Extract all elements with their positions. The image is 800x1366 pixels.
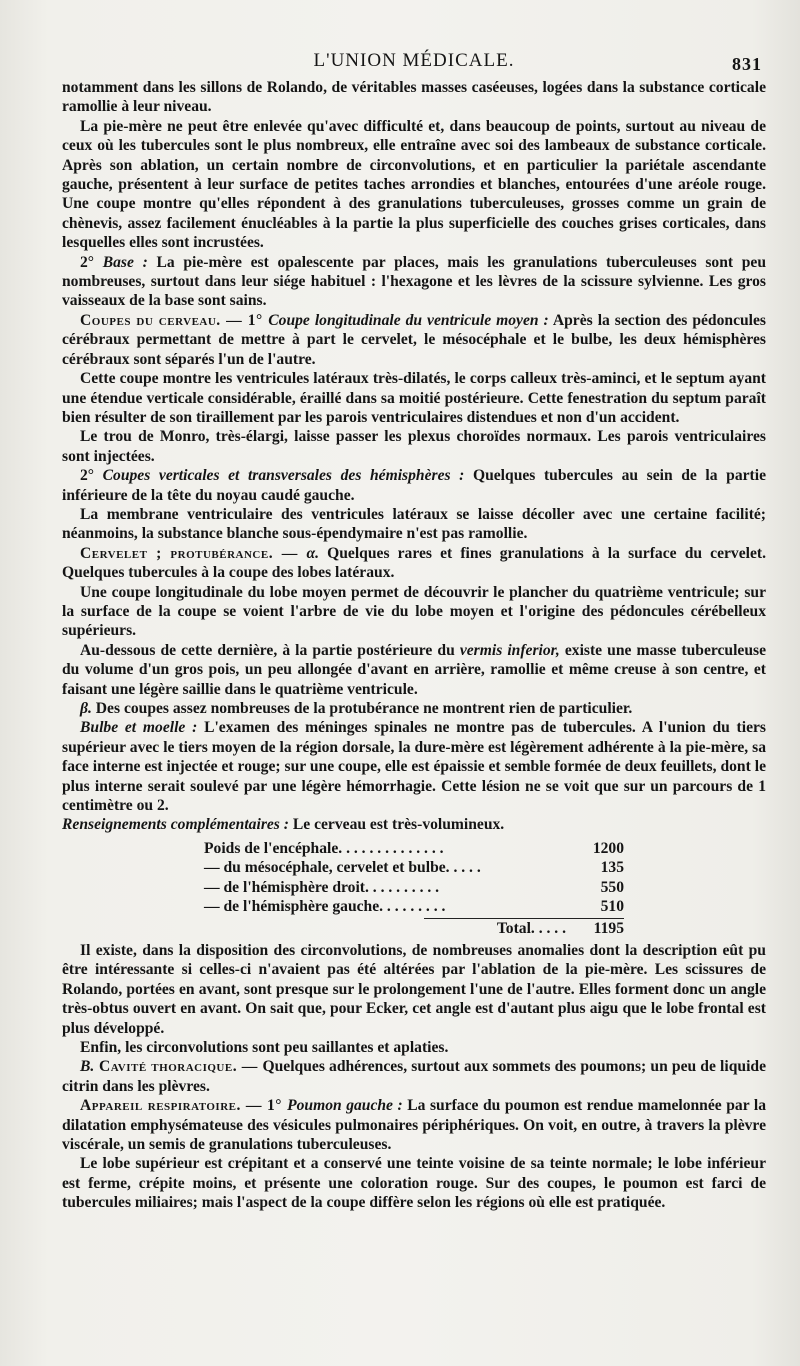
paragraph: [62, 583, 766, 641]
paragraph-text: Après la section des pédoncules cérébraux permettant de mettre à part le cervelet, le mésocéphale et le bulbe, les deux hémisphères cérébraux sont séparés l'un de l'autre.: [62, 311, 766, 368]
paragraph: [62, 941, 766, 1038]
section-heading: Appareil respiratoire. — 1°: [80, 1097, 288, 1115]
subsection-heading: β.: [80, 700, 92, 717]
page-number: 831: [732, 54, 762, 74]
section-heading: Cavité thoracique. —: [94, 1058, 263, 1076]
paragraph-text: La pie-mère ne peut être enlevée qu'avec difficulté et, dans beaucoup de points, surtout au niveau de ceux où les tubercules sont le plus nombreux, elle entraîne avec soi des lambeaux de substance corticale. Après son ablation, un certain nombre de circonvolutions, et en particulier la pariétale ascendante gauche, présentent à leur surface de petites taches arrondies et blanches, entourées d'une aréole rouge. Une coupe montre qu'elles répondent à des granulations tuberculeuses, grosses comme un grain de chènevis, assez facilement énucléables à la partie la plus superficielle des couches grises corticales, dans lesquelles elles sont incrustées.: [62, 117, 766, 252]
section-heading: Coupes du cerveau. — 1°: [80, 311, 269, 329]
paragraph-text: Quelques adhérences, surtout aux sommets des poumons; un peu de liquide citrin dans les plèvres.: [62, 1058, 766, 1095]
weights-row: [204, 858, 624, 877]
subsection-heading: α.: [306, 544, 319, 562]
paragraph-text: Enfin, les circonvolutions sont peu saillantes et aplaties.: [80, 1038, 449, 1056]
paragraph: [62, 117, 766, 253]
subsection-heading: Coupe longitudinale du ventricule moyen :: [268, 311, 549, 329]
paragraph: [62, 544, 766, 583]
paragraph-text: Au-dessous de cette dernière, à la partie postérieure du: [80, 641, 460, 659]
weight-label: — de l'hémisphère droit. . . . . . . . . .: [204, 878, 440, 896]
subsection-heading: B.: [80, 1058, 95, 1076]
paragraph-text: Le lobe supérieur est crépitant et a conservé une teinte voisine de sa teinte normale; le lobe inférieur est ferme, crépite moins, et présente une coloration rouge. Sur des coupes, le poumon est farci de tubercules miliaires; mais l'aspect de la coupe diffère selon les régions où elle est pratiquée.: [62, 1155, 766, 1212]
subsection-heading: Poumon gauche :: [287, 1097, 403, 1115]
subsection-heading: Base :: [102, 253, 148, 271]
paragraph-text: notamment dans les sillons de Rolando, de véritables masses caséeuses, logées dans la substance corticale ramollie à leur niveau.: [62, 79, 766, 116]
paragraph: [62, 369, 766, 427]
article-body: [62, 78, 766, 1213]
paragraph: [62, 1057, 766, 1096]
subsection-heading: Coupes verticales et transversales des hémisphères :: [102, 467, 465, 485]
paragraph-text: Cette coupe montre les ventricules latéraux très-dilatés, le corps calleux très-aminci, et le septum ayant une étendue verticale considérable, éraillé dans sa moitié postérieure. Cette fenestration du septum paraît bien résulter de son tiraillement par les parois ventriculaires distendues et non d'un accident.: [62, 370, 766, 426]
lead-number: 2°: [80, 253, 103, 271]
paragraph-text: existe une masse tuberculeuse du volume d'un gros pois, un peu allongée d'avant en arrière, ramollie et même creuse à son centre, et faisant une légère saillie dans le quatrième ventricule.: [62, 641, 767, 698]
subsection-heading: Renseignements complémentaires :: [62, 816, 289, 834]
weights-table: [62, 839, 624, 939]
running-header: [62, 44, 766, 78]
paragraph: [62, 1096, 766, 1154]
total-value: 1195: [593, 920, 624, 938]
weight-value: 1200: [592, 839, 624, 857]
paragraph: [62, 1038, 766, 1057]
paragraph: [62, 253, 766, 311]
paragraph: [62, 699, 766, 718]
weights-row: [204, 897, 624, 916]
weight-label: — du mésocéphale, cervelet et bulbe. . . . .: [204, 859, 481, 877]
weight-label: Poids de l'encéphale. . . . . . . . . . . . . .: [204, 839, 444, 857]
paragraph-text: Le trou de Monro, très-élargi, laisse passer les plexus choroïdes normaux. Les parois ventriculaires sont injectées.: [62, 428, 766, 465]
paragraph-text: La surface du poumon est rendue mamelonnée par la dilatation emphysémateuse des vésicules pulmonaires périphériques. On voit, en outre, à travers la plèvre viscérale, un semis de granulations tuberculeuses.: [62, 1097, 766, 1153]
weight-label: — de l'hémisphère gauche. . . . . . . . .: [204, 898, 446, 916]
paragraph-text: La membrane ventriculaire des ventricules latéraux se laisse décoller avec une certaine facilité; néanmoins, la substance blanche sous-épendymaire n'est pas ramollie.: [62, 505, 766, 543]
weights-row: [204, 839, 624, 858]
paragraph: [62, 427, 766, 466]
paragraph-text: La pie-mère est opalescente par places, mais les granulations tuberculeuses sont peu nombreuses, surtout dans leur siége habituel : l'hexagone et les lèvres de la scissure sylvienne. Les gros vaisseaux de la base sont sains.: [62, 253, 767, 310]
paragraph: [62, 311, 766, 369]
paragraph-text: Quelques rares et fines granulations à la surface du cervelet. Quelques tubercules à la coupe des lobes latéraux.: [62, 544, 766, 582]
paragraph: [62, 505, 766, 544]
paragraph: [62, 78, 766, 117]
subsection-heading: Bulbe et moelle :: [80, 719, 198, 737]
paragraph: [62, 1154, 766, 1212]
paragraph: [62, 815, 766, 834]
paragraph-text: Il existe, dans la disposition des circonvolutions, de nombreuses anomalies dont la description eût pu être intéressante si celles-ci n'avaient pas été altérées par l'ablation de la pie-mère. Les scissures de Rolando, portées en avant, sont presque sur le prolongement l'une de l'autre. Elles forment donc un angle très-obtus ouvert en avant. On sait que, pour Ecker, cet angle est d'autant plus aigu que le lobe frontal est plus développé.: [62, 941, 766, 1037]
paragraph-text: Des coupes assez nombreuses de la protubérance ne montrent rien de particulier.: [91, 700, 633, 717]
weight-value: 550: [600, 878, 624, 896]
paragraph: [62, 718, 766, 815]
paragraph: [62, 466, 766, 505]
journal-title: L'UNION MÉDICALE.: [313, 50, 515, 71]
weights-total: [424, 918, 624, 938]
section-heading: Cervelet ; protubérance. —: [80, 544, 307, 562]
paragraph-text: Le cerveau est très-volumineux.: [288, 816, 505, 834]
paragraph: [62, 641, 766, 699]
lead-number: 2°: [80, 467, 103, 485]
paragraph-text: L'examen des méninges spinales ne montre pas de tubercules. A l'union du tiers supérieur avec le tiers moyen de la région dorsale, la dure-mère est légèrement adhérente à la pie-mère, sa face interne est injectée et rouge; sur une coupe, elle est épaissie et semble formée de deux feuillets, dont le plus interne serait soulevé par une légère hémorrhagie. Cette lésion ne se voit que sur un parcours de 1 centimètre ou 2.: [62, 719, 766, 815]
paragraph-text: Quelques tubercules au sein de la partie inférieure de la tête du noyau caudé gauche.: [62, 467, 766, 504]
total-label: Total. . . . .: [496, 920, 566, 938]
weights-row: [204, 878, 624, 897]
paragraph-text: Une coupe longitudinale du lobe moyen permet de découvrir le plancher du quatrième ventricule; sur la surface de la coupe se voient l'arbre de vie du lobe moyen et l'origine des pédoncules cérébelleux supérieurs.: [62, 583, 766, 640]
weight-value: 135: [600, 859, 624, 877]
latin-term: vermis inferior,: [459, 641, 560, 659]
weight-value: 510: [600, 898, 624, 916]
